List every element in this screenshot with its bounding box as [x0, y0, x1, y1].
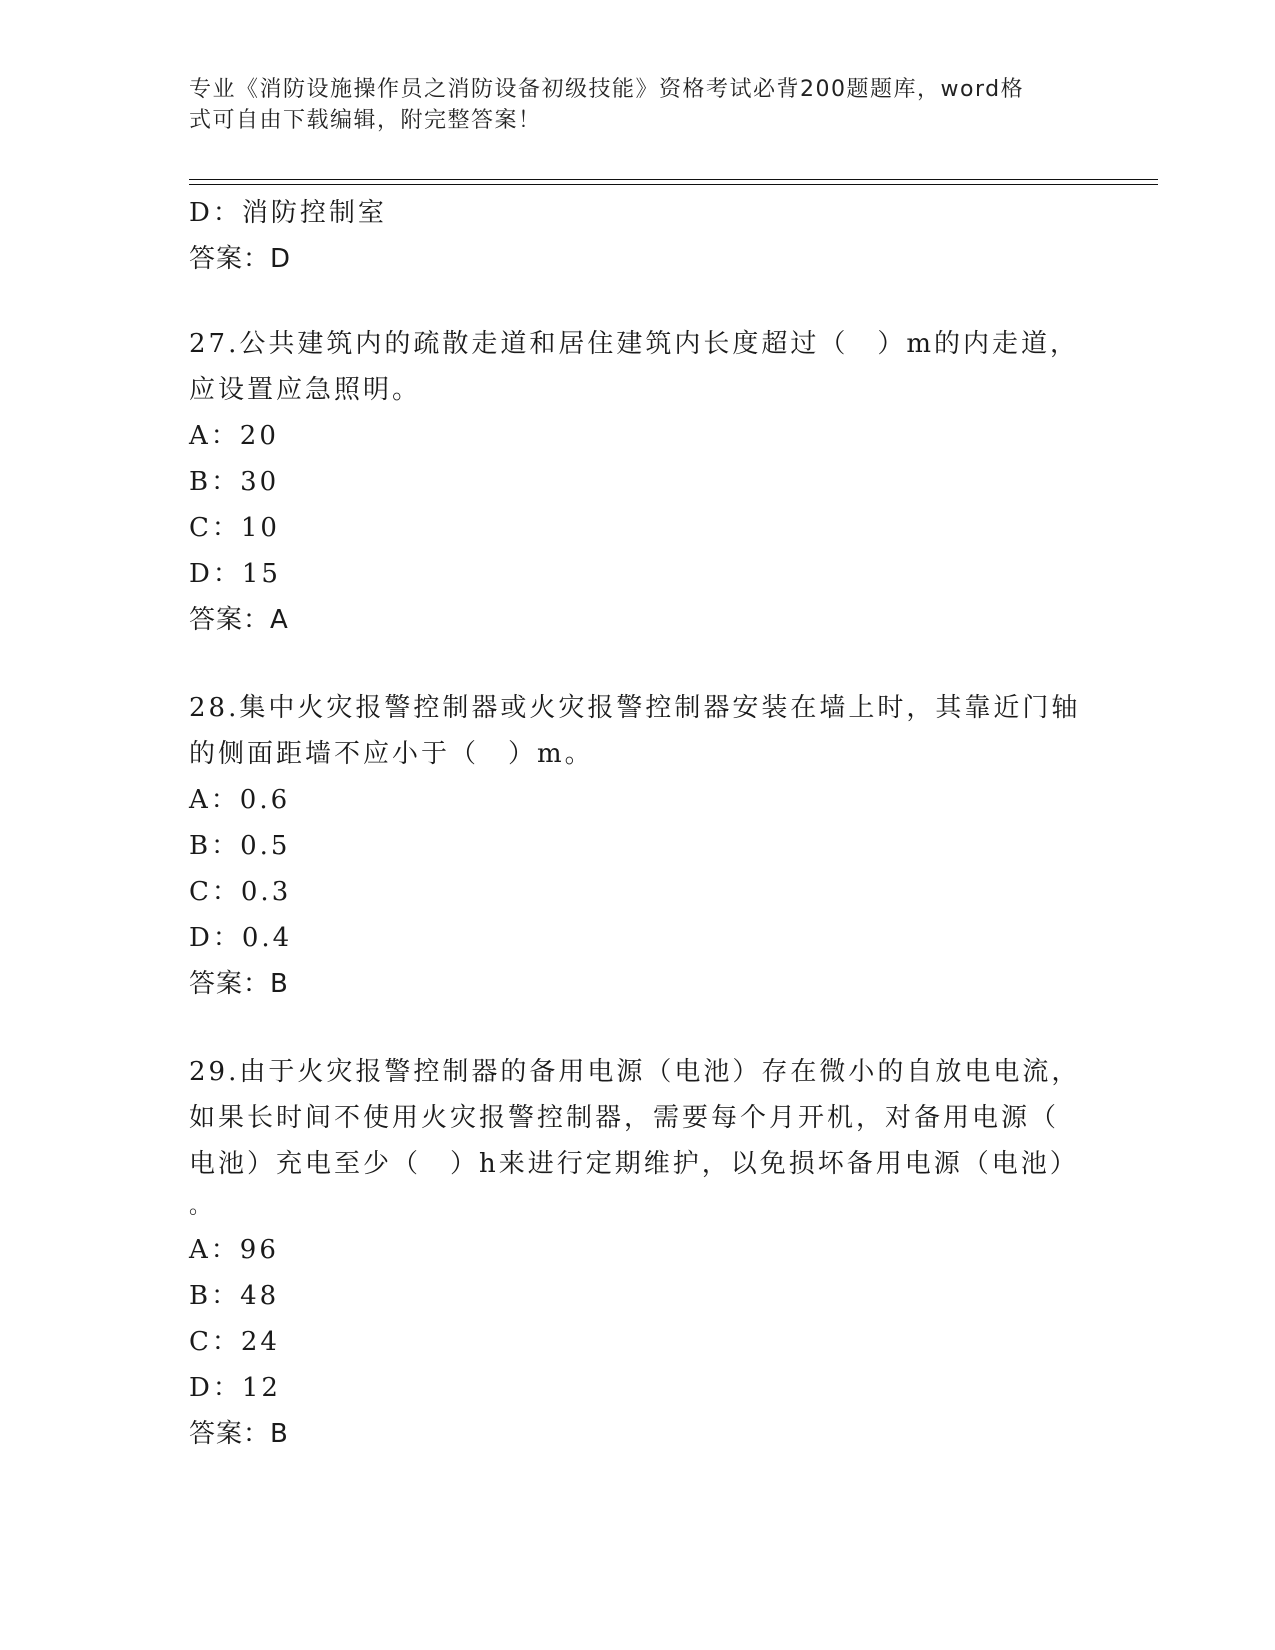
question-28-line-1: 28.集中火灾报警控制器或火灾报警控制器安装在墙上时，其靠近门轴: [189, 693, 1081, 723]
question-28: [189, 685, 1089, 1007]
question-29-option-d: D：12: [189, 1373, 281, 1403]
prev-option-d: D：消防控制室: [189, 198, 387, 228]
question-29-line-3: 电池）充电至少（ ）h来进行定期维护，以免损坏备用电源（电池）: [189, 1149, 1079, 1179]
question-27-line-2: 应设置应急照明。: [189, 375, 422, 405]
question-29-option-a: A：96: [189, 1235, 279, 1265]
prev-answer: 答案：D: [189, 244, 292, 274]
header-line-1: 专业《消防设施操作员之消防设备初级技能》资格考试必背200题题库，word格: [189, 77, 1025, 102]
question-27: [189, 321, 1089, 643]
header-line-2: 式可自由下载编辑，附完整答案！: [189, 108, 542, 133]
document-body: [189, 190, 1089, 1457]
question-29-line-4: 。: [189, 1194, 215, 1219]
question-27-option-c: C：10: [189, 513, 280, 543]
header-rule-top: [189, 179, 1158, 180]
question-27-option-b: B：30: [189, 467, 280, 497]
header-rule-bottom: [189, 184, 1158, 185]
question-29: [189, 1049, 1089, 1457]
question-28-option-a: A：0.6: [189, 785, 291, 815]
question-28-line-2: 的侧面距墙不应小于（ ）m。: [189, 739, 594, 769]
question-28-option-b: B：0.5: [189, 831, 291, 861]
question-29-line-2: 如果长时间不使用火灾报警控制器，需要每个月开机，对备用电源（: [189, 1103, 1060, 1133]
question-27-option-a: A：20: [189, 421, 279, 451]
question-27-option-d: D：15: [189, 559, 281, 589]
question-27-line-1: 27.公共建筑内的疏散走道和居住建筑内长度超过（ ）m的内走道，: [189, 329, 1080, 359]
question-28-option-c: C：0.3: [189, 877, 292, 907]
question-29-line-1: 29.由于火灾报警控制器的备用电源（电池）存在微小的自放电电流，: [189, 1057, 1081, 1087]
question-28-option-d: D：0.4: [189, 923, 293, 953]
question-29-option-c: C：24: [189, 1327, 280, 1357]
question-29-answer: 答案：B: [189, 1419, 289, 1449]
document-header: [189, 74, 1079, 136]
question-28-answer: 答案：B: [189, 969, 289, 999]
question-27-answer: 答案：A: [189, 605, 289, 635]
question-29-option-b: B：48: [189, 1281, 280, 1311]
